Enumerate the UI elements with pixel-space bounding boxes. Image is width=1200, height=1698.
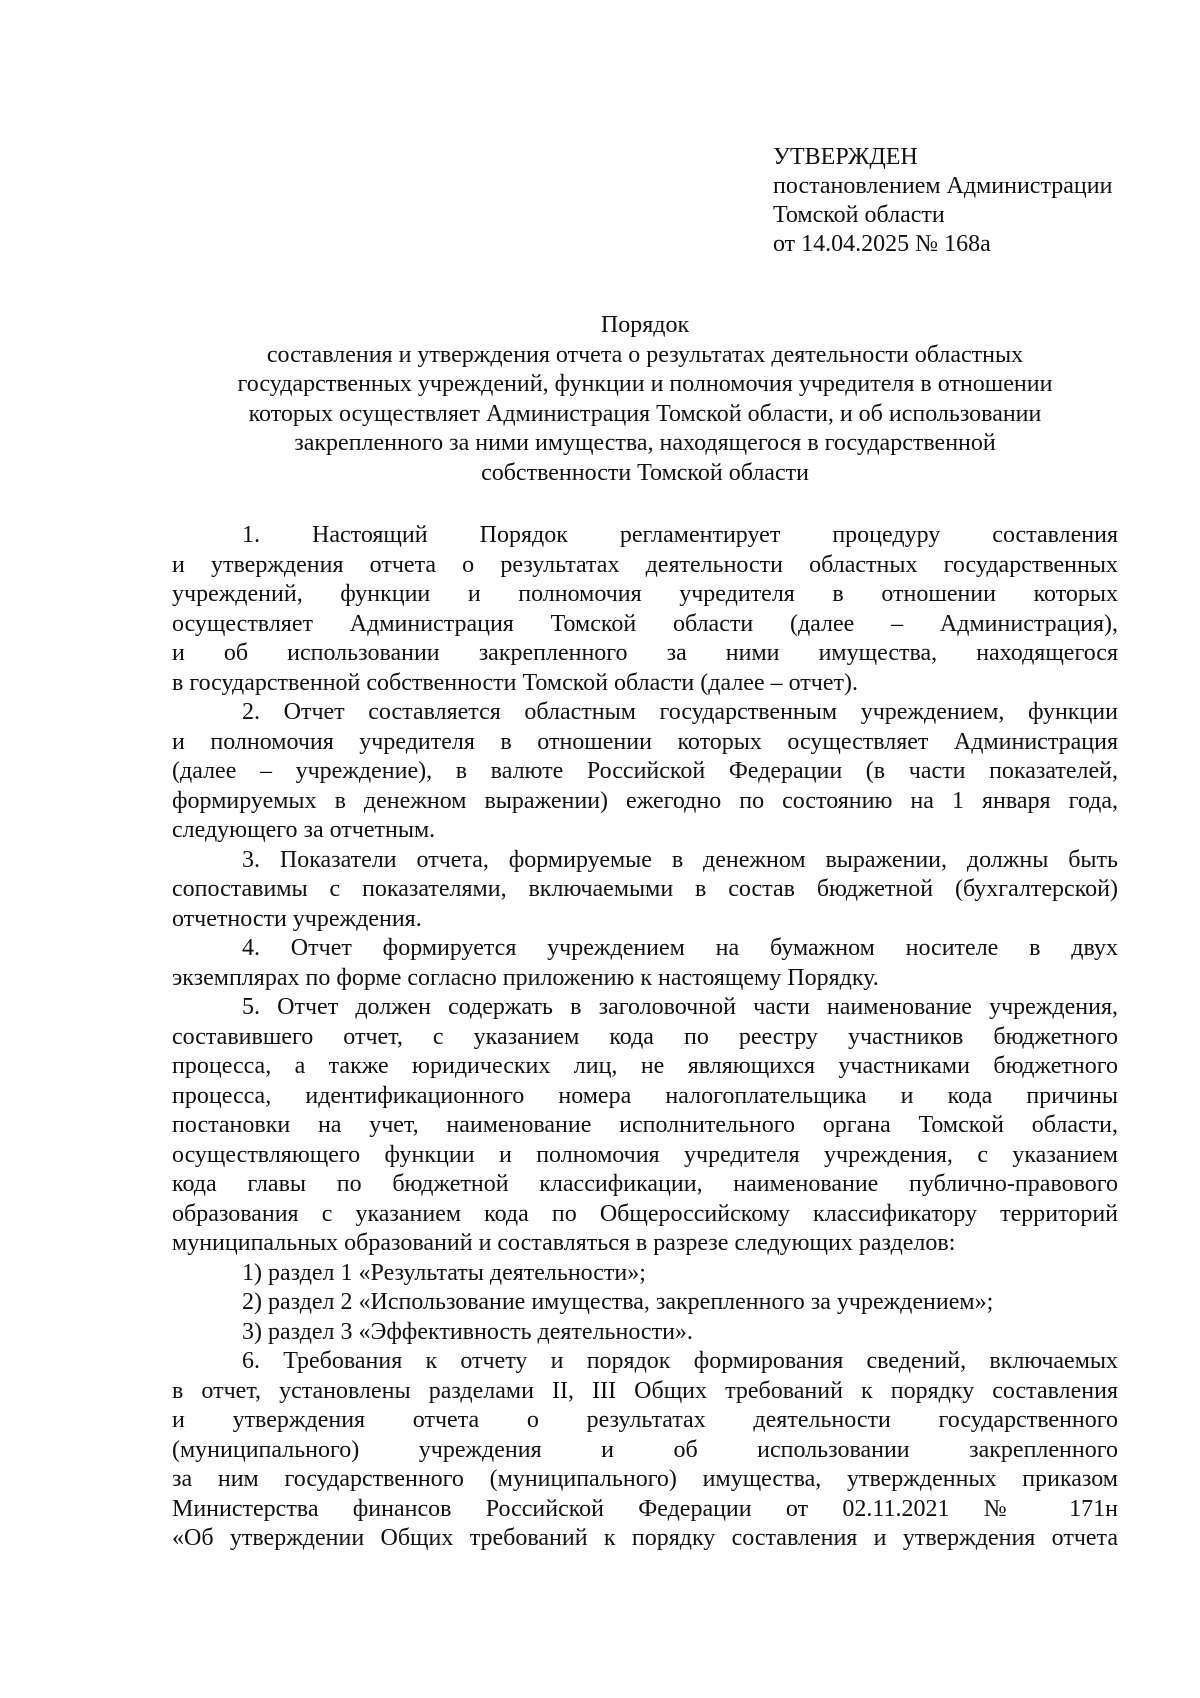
- paragraph-4-line: экземплярах по форме согласно приложению к настоящему Порядку.: [172, 964, 879, 991]
- title-line: собственности Томской области: [481, 459, 809, 486]
- paragraph-4-line: 4. Отчет формируется учреждением на бумажном носителе в двух: [242, 935, 1118, 961]
- paragraph-1-line: и об использовании закрепленного за ними имущества, находящегося: [172, 640, 1118, 666]
- title-line: закрепленного за ними имущества, находящегося в государственной: [294, 430, 996, 456]
- paragraph-6-line: и утверждения отчета о результатах деятельности государственного: [172, 1407, 1118, 1433]
- paragraph-6-line: «Об утверждении Общих требований к порядку составления и утверждения отчета: [172, 1525, 1118, 1551]
- paragraph-5-line: кода главы по бюджетной классификации, наименование публично-правового: [172, 1171, 1118, 1197]
- paragraph-6-line: в отчет, установлены разделами II, III Общих требований к порядку составления: [172, 1377, 1118, 1404]
- paragraph-5-line: постановки на учет, наименование исполнительного органа Томской области,: [172, 1112, 1118, 1138]
- paragraph-2-line: (далее – учреждение), в валюте Российской Федерации (в части показателей,: [172, 758, 1118, 784]
- paragraph-6-line: (муниципального) учреждения и об использовании закрепленного: [172, 1436, 1118, 1463]
- approval-line: постановлением Администрации: [773, 173, 1113, 199]
- title-heading: Порядок: [600, 312, 690, 338]
- paragraph-1-line: в государственной собственности Томской области (далее – отчет).: [172, 669, 858, 696]
- title-line: которых осуществляет Администрация Томской области, и об использовании: [248, 400, 1042, 427]
- paragraph-5-line: образования с указанием кода по Общероссийскому классификатору территорий: [172, 1200, 1118, 1227]
- paragraph-2-line: 2. Отчет составляется областным государственным учреждением, функции: [242, 699, 1118, 725]
- paragraph-3-line: сопоставимы с показателями, включаемыми в состав бюджетной (бухгалтерской): [172, 876, 1118, 902]
- paragraph-5-line: процесса, а также юридических лиц, не являющихся участниками бюджетного: [172, 1053, 1118, 1079]
- paragraph-6-line: за ним государственного (муниципального) имущества, утвержденных приказом: [172, 1466, 1118, 1492]
- paragraph-2-line: следующего за отчетным.: [172, 817, 436, 843]
- title-line: государственных учреждений, функции и полномочия учредителя в отношении: [237, 371, 1053, 397]
- document-body: [172, 521, 1118, 1554]
- list-item-section-1: 1) раздел 1 «Результаты деятельности»;: [242, 1259, 646, 1286]
- paragraph-1-line: учреждений, функции и полномочия учредителя в отношении которых: [172, 581, 1118, 607]
- document-title: [172, 311, 1118, 488]
- paragraph-1-line: 1. Настоящий Порядок регламентирует процедуру составления: [242, 522, 1118, 548]
- paragraph-1-line: и утверждения отчета о результатах деятельности областных государственных: [172, 551, 1118, 578]
- paragraph-2-line: формируемых в денежном выражении) ежегодно по состоянию на 1 января года,: [172, 787, 1118, 814]
- approval-stamp: [773, 143, 1112, 259]
- approval-date-number: от 14.04.2025 № 168а: [773, 231, 991, 257]
- paragraph-6-line: Министерства финансов Российской Федерации от 02.11.2021 № 171н: [172, 1495, 1118, 1522]
- approval-line: Томской области: [773, 202, 945, 228]
- paragraph-5-line: 5. Отчет должен содержать в заголовочной части наименование учреждения,: [242, 994, 1118, 1020]
- paragraph-5-line: осуществляющего функции и полномочия учредителя учреждения, с указанием: [172, 1141, 1118, 1168]
- paragraph-5-line: муниципальных образований и составляться в разрезе следующих разделов:: [172, 1230, 956, 1256]
- paragraph-5-line: составившего отчет, с указанием кода по реестру участников бюджетного: [172, 1023, 1118, 1050]
- list-item-section-2: 2) раздел 2 «Использование имущества, закрепленного за учреждением»;: [242, 1289, 994, 1315]
- paragraph-1-line: осуществляет Администрация Томской области (далее – Администрация),: [172, 610, 1118, 637]
- paragraph-6-line: 6. Требования к отчету и порядок формирования сведений, включаемых: [242, 1348, 1118, 1374]
- paragraph-3-line: отчетности учреждения.: [172, 905, 422, 932]
- title-line: составления и утверждения отчета о результатах деятельности областных: [266, 341, 1024, 368]
- approval-stamp-title: УТВЕРЖДЕН: [773, 144, 918, 170]
- list-item-section-3: 3) раздел 3 «Эффективность деятельности».: [242, 1318, 693, 1345]
- paragraph-3-line: 3. Показатели отчета, формируемые в денежном выражении, должны быть: [242, 846, 1118, 873]
- paragraph-5-line: процесса, идентификационного номера налогоплательщика и кода причины: [172, 1082, 1118, 1109]
- paragraph-2-line: и полномочия учредителя в отношении которых осуществляет Администрация: [172, 728, 1118, 755]
